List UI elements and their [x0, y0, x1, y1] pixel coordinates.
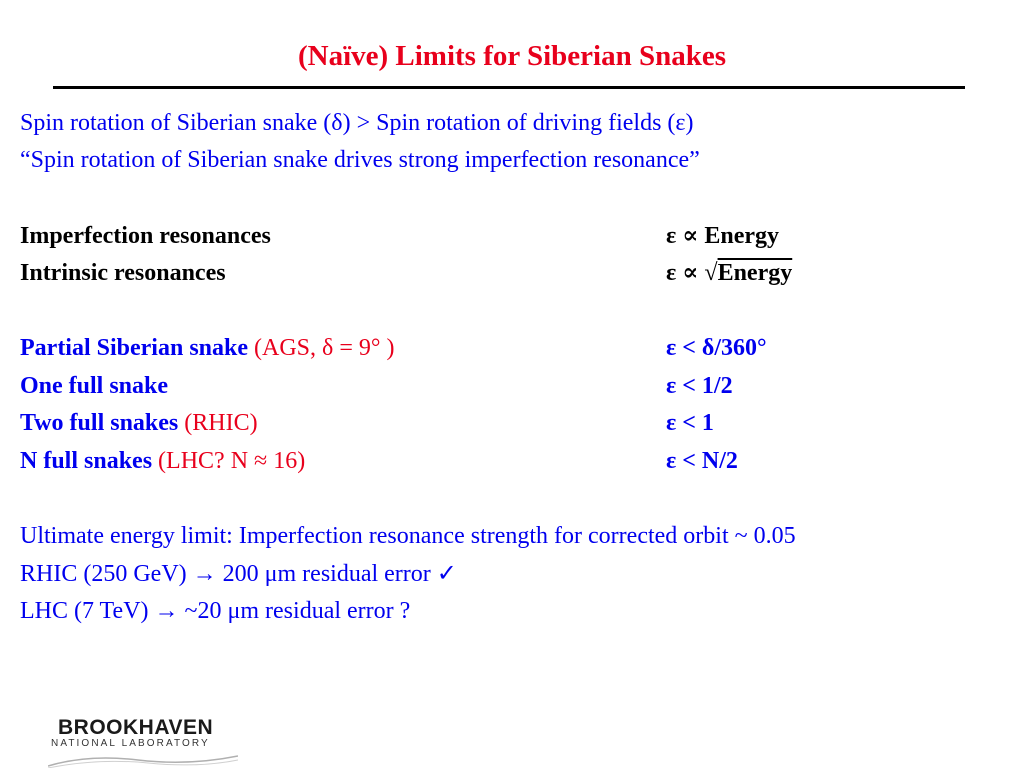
resonance-label-intrinsic: Intrinsic resonances [20, 260, 226, 286]
snake-row-one: One full snake [20, 373, 169, 399]
brookhaven-logo [48, 714, 238, 768]
snake-row-n: N full snakes (LHC? N ≈ 16) [20, 448, 306, 474]
logo-name: BROOKHAVEN [58, 716, 214, 739]
snake-limit-one: ε < 1/2 [666, 373, 733, 399]
snake-row-two: Two full snakes (RHIC) [20, 410, 258, 436]
resonance-relation-intrinsic: ε ∝ √Energy [666, 260, 793, 286]
ultimate-line-3: LHC (7 TeV) → ~20 μm residual error ? [20, 598, 411, 624]
snake-limit-two: ε < 1 [666, 410, 714, 436]
intro-line-2: “Spin rotation of Siberian snake drives strong imperfection resonance” [20, 147, 700, 173]
resonance-relation-imperfection: ε ∝ Energy [666, 223, 780, 249]
logo-swoosh-icon [48, 748, 238, 768]
slide-title: (Naïve) Limits for Siberian Snakes [297, 40, 727, 72]
title-divider [53, 86, 965, 89]
logo-subtitle: NATIONAL LABORATORY [51, 738, 210, 749]
intro-line-1: Spin rotation of Siberian snake (δ) > Spin rotation of driving fields (ε) [20, 110, 694, 136]
snake-limit-partial: ε < δ/360° [666, 335, 767, 361]
ultimate-line-1: Ultimate energy limit: Imperfection resonance strength for corrected orbit ~ 0.05 [20, 523, 796, 549]
snake-row-partial: Partial Siberian snake (AGS, δ = 9° ) [20, 335, 395, 361]
resonance-label-imperfection: Imperfection resonances [20, 223, 271, 249]
snake-limit-n: ε < N/2 [666, 448, 738, 474]
ultimate-line-2: RHIC (250 GeV) → 200 μm residual error ✓ [20, 561, 457, 587]
